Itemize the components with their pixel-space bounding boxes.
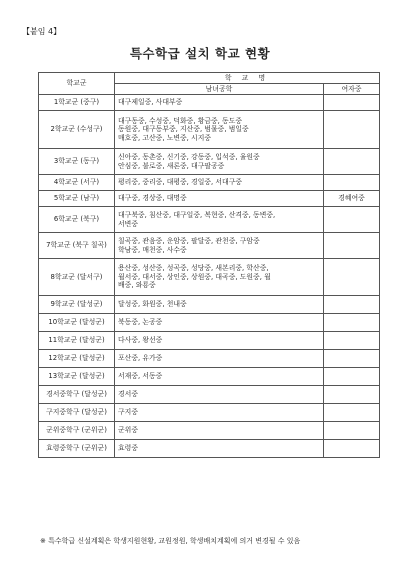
cell-girls-school (323, 296, 379, 314)
cell-coed-schools: 포산중, 유가중 (115, 350, 324, 368)
cell-girls-school (323, 386, 379, 404)
cell-coed-schools: 효령중 (115, 440, 324, 458)
header-school: 학 교 명 (115, 73, 380, 84)
cell-girls-school: 경혜여중 (323, 191, 379, 207)
table-row (39, 404, 380, 422)
header-group: 학교군 (39, 73, 115, 95)
cell-group: 구지중학구 (달성군) (39, 404, 115, 422)
table-row (39, 175, 380, 191)
cell-coed-schools: 대구동중, 수성중, 덕화중, 황금중, 동도중 동원중, 대구동부중, 지산중, 범물중, 범일중 매호중, 고산중, 노변중, 시지중 (115, 111, 324, 149)
cell-coed-schools: 칠곡중, 관음중, 운암중, 팔달중, 관천중, 구암중 학남중, 매천중, 사수중 (115, 233, 324, 259)
cell-group: 3학교군 (동구) (39, 149, 115, 175)
cell-group: 6학교군 (북구) (39, 207, 115, 233)
cell-girls-school (323, 149, 379, 175)
cell-group: 7학교군 (북구 칠곡) (39, 233, 115, 259)
table-row (39, 368, 380, 386)
table-row (39, 296, 380, 314)
table-row (39, 332, 380, 350)
cell-girls-school (323, 440, 379, 458)
cell-coed-schools: 대구중, 경상중, 대명중 (115, 191, 324, 207)
cell-coed-schools: 구지중 (115, 404, 324, 422)
cell-girls-school (323, 332, 379, 350)
cell-girls-school (323, 95, 379, 111)
cell-girls-school (323, 259, 379, 296)
cell-group: 9학교군 (달성군) (39, 296, 115, 314)
table-row (39, 314, 380, 332)
cell-group: 11학교군 (달성군) (39, 332, 115, 350)
cell-group: 효령중학구 (군위군) (39, 440, 115, 458)
header-girls: 여자중 (323, 84, 379, 95)
cell-group: 5학교군 (남구) (39, 191, 115, 207)
table-row (39, 350, 380, 368)
table-row (39, 207, 380, 233)
cell-girls-school (323, 404, 379, 422)
cell-group: 경서중학구 (달성군) (39, 386, 115, 404)
cell-coed-schools: 신아중, 동촌중, 신기중, 강동중, 입석중, 율원중 안심중, 불로중, 새론중, 대구팔공중 (115, 149, 324, 175)
school-table (38, 72, 380, 458)
cell-group: 8학교군 (달서구) (39, 259, 115, 296)
table-row (39, 95, 380, 111)
cell-coed-schools: 다사중, 왕선중 (115, 332, 324, 350)
cell-girls-school (323, 350, 379, 368)
cell-coed-schools: 달성중, 화원중, 천내중 (115, 296, 324, 314)
cell-girls-school (323, 207, 379, 233)
cell-group: 1학교군 (중구) (39, 95, 115, 111)
cell-coed-schools: 대구제일중, 사대부중 (115, 95, 324, 111)
cell-coed-schools: 대구북중, 침산중, 대구일중, 복현중, 산격중, 동변중, 서변중 (115, 207, 324, 233)
cell-girls-school (323, 175, 379, 191)
cell-girls-school (323, 422, 379, 440)
table-body (39, 95, 380, 458)
attachment-label: 【붙임 4】 (22, 27, 62, 36)
cell-girls-school (323, 111, 379, 149)
cell-coed-schools: 용산중, 성산중, 성곡중, 성당중, 새본리중, 학산중, 월서중, 대서중, 상인중, 상원중, 대곡중, 도원중, 월 배중, 와룡중 (115, 259, 324, 296)
cell-coed-schools: 경서중 (115, 386, 324, 404)
table-row (39, 422, 380, 440)
cell-group: 13학교군 (달성군) (39, 368, 115, 386)
cell-group: 4학교군 (서구) (39, 175, 115, 191)
table-row (39, 191, 380, 207)
cell-girls-school (323, 368, 379, 386)
cell-coed-schools: 북동중, 논공중 (115, 314, 324, 332)
header-coed: 남녀공학 (115, 84, 324, 95)
cell-coed-schools: 서재중, 서동중 (115, 368, 324, 386)
cell-group: 10학교군 (달성군) (39, 314, 115, 332)
cell-girls-school (323, 233, 379, 259)
table-row (39, 149, 380, 175)
table-row (39, 233, 380, 259)
table-row (39, 111, 380, 149)
page-title: 특수학급 설치 학교 현황 (129, 46, 271, 61)
table-row (39, 440, 380, 458)
cell-group: 2학교군 (수성구) (39, 111, 115, 149)
cell-coed-schools: 군위중 (115, 422, 324, 440)
table-row (39, 386, 380, 404)
footnote: ※ 특수학급 신설계획은 학생지원현황, 교원정원, 학생배치계획에 의거 변경될 수 있음 (40, 537, 301, 545)
cell-group: 12학교군 (달성군) (39, 350, 115, 368)
cell-group: 군위중학구 (군위군) (39, 422, 115, 440)
cell-coed-schools: 평리중, 중리중, 대평중, 경일중, 서대구중 (115, 175, 324, 191)
cell-girls-school (323, 314, 379, 332)
table-row (39, 259, 380, 296)
